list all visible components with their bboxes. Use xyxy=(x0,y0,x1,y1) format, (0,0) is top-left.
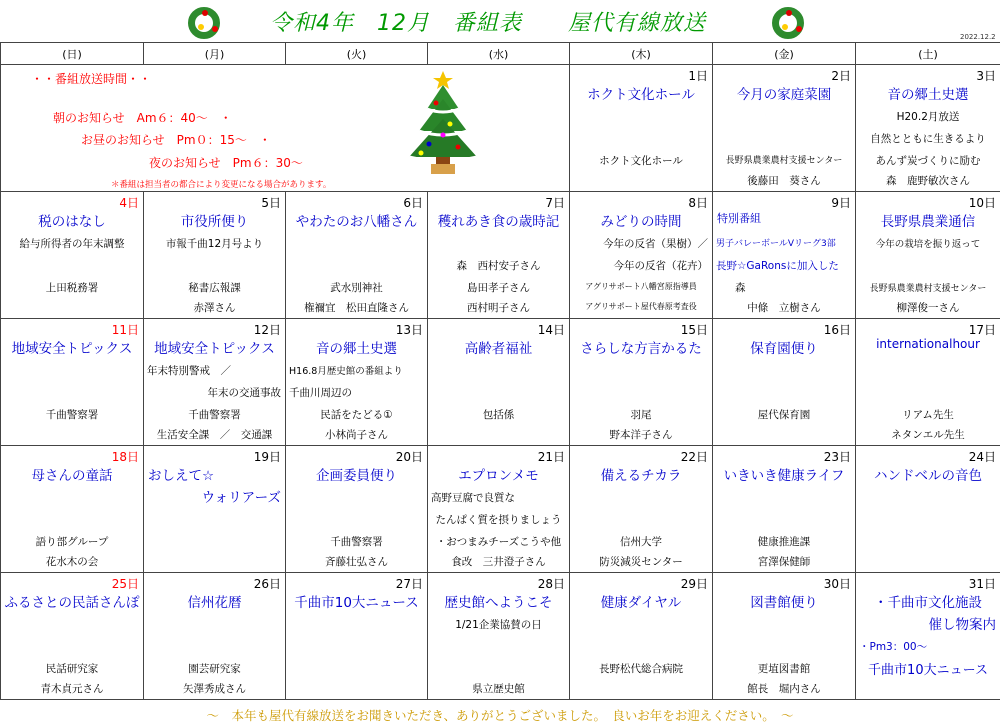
program-detail: 民話をたどる① xyxy=(320,409,393,421)
day-cell-2 xyxy=(713,65,856,192)
program-title: 信州花暦 xyxy=(187,595,242,611)
day-number: 11日 xyxy=(111,323,139,337)
noon-time: お昼のお知らせ Pm０：15～ ・ xyxy=(81,133,271,147)
program-detail: 羽尾 xyxy=(630,409,652,421)
program-detail: 長野☆GaRonsに加入した xyxy=(716,260,839,272)
day-cell-29 xyxy=(570,573,713,700)
program-detail: 野本洋子さん xyxy=(609,429,673,441)
day-cell-6 xyxy=(286,192,428,319)
program-detail: たんぱく質を摂りましょう xyxy=(435,514,562,526)
day-number: 7日 xyxy=(545,196,565,210)
program-detail: 柳澤俊一さん xyxy=(896,302,960,314)
program-detail: 権禰宜 松田直隆さん xyxy=(304,302,409,314)
day-number: 26日 xyxy=(253,577,281,591)
program-title: 千曲市10大ニュース xyxy=(294,595,419,611)
program-detail: 後藤田 葵さん xyxy=(747,175,821,187)
program-detail: 小林尚子さん xyxy=(325,429,388,441)
program-title: 歴史館へようこそ xyxy=(444,595,553,611)
program-detail: 千曲警察署 xyxy=(45,409,99,421)
christmas-tree-icon xyxy=(403,69,483,177)
program-detail: 青木貞元さん xyxy=(40,683,104,695)
program-detail: アグリサポート屋代春原考査役 xyxy=(585,302,697,311)
closing-message: ～ 本年も屋代有線放送をお聞きいただき、ありがとうございました。 良いお年をお迎えください。 ～ xyxy=(206,708,794,723)
program-title: 音の郷土史選 xyxy=(887,87,969,103)
day-cell-8 xyxy=(570,192,713,319)
day-cell-20 xyxy=(286,446,428,573)
program-detail: 花水木の会 xyxy=(45,556,99,568)
program-detail: 今年の反省（花卉） xyxy=(613,260,708,272)
program-detail: 高野豆腐で良質な xyxy=(431,492,515,504)
day-number: 21日 xyxy=(537,450,565,464)
day-number: 18日 xyxy=(111,450,139,464)
day-cell-23 xyxy=(713,446,856,573)
day-number: 6日 xyxy=(403,196,423,210)
program-detail: 館長 堀内さん xyxy=(747,683,821,695)
program-detail: 西村明子さん xyxy=(467,302,530,314)
weekday-mon: (月) xyxy=(144,43,286,65)
program-detail: 自然とともに生きるより xyxy=(870,133,986,145)
day-cell-13 xyxy=(286,319,428,446)
program-detail: 信州大学 xyxy=(620,536,662,548)
program-detail: 男子バレーボールVリーグ3部 xyxy=(716,239,836,249)
program-detail: 年末特別警戒 ／ xyxy=(147,365,231,377)
program-detail: アグリサポート八幡宮原指導員 xyxy=(585,282,697,291)
wreath-icon xyxy=(188,7,220,39)
day-cell-27 xyxy=(286,573,428,700)
day-cell-22 xyxy=(570,446,713,573)
program-detail: 斉藤壮弘さん xyxy=(325,556,388,568)
program-detail: 森 西村安子さん xyxy=(456,260,541,272)
day-number: 14日 xyxy=(537,323,565,337)
day-number: 28日 xyxy=(537,577,565,591)
program-detail: 給与所得者の年末調整 xyxy=(19,238,125,250)
day-cell-1 xyxy=(570,65,713,192)
day-cell-31 xyxy=(856,573,1000,700)
program-title: 地域安全トピックス xyxy=(11,341,133,357)
program-detail: 島田孝子さん xyxy=(467,282,530,294)
day-number: 5日 xyxy=(261,196,281,210)
program-detail: 更埴図書館 xyxy=(757,663,811,675)
program-detail: 宮澤保健師 xyxy=(757,556,811,568)
wreath-icon xyxy=(772,7,804,39)
week-row xyxy=(1,446,1000,573)
program-title-line2: 催し物案内 xyxy=(928,617,996,633)
program-detail: 千曲警察署 xyxy=(188,409,241,421)
day-cell-10 xyxy=(856,192,1000,319)
program-detail: 包括係 xyxy=(482,409,515,421)
day-number: 13日 xyxy=(395,323,423,337)
day-cell-9 xyxy=(713,192,856,319)
day-cell-28 xyxy=(428,573,570,700)
program-detail: 武水別神社 xyxy=(330,282,383,294)
day-number: 29日 xyxy=(680,577,708,591)
program-detail: 健康推進課 xyxy=(757,536,811,548)
day-cell-19 xyxy=(144,446,286,573)
day-cell-5 xyxy=(144,192,286,319)
info-heading: ・・番組放送時間・・ xyxy=(31,72,152,86)
page-header xyxy=(0,4,1000,38)
program-title: 保育園便り xyxy=(750,341,818,357)
program-detail: 長野県農業農村支援センター xyxy=(869,284,987,294)
program-detail: リアム先生 xyxy=(902,409,954,421)
program-title: さらしな方言かるた xyxy=(580,341,702,357)
week-row xyxy=(1,573,1000,700)
date-stamp: 2022.12.2 xyxy=(960,33,996,41)
program-title: 税のはなし xyxy=(38,214,106,230)
program-title: 今月の家庭菜園 xyxy=(736,87,832,103)
program-detail: 千曲警察署 xyxy=(330,536,383,548)
day-cell-7 xyxy=(428,192,570,319)
program-title: やわたのお八幡さん xyxy=(295,214,418,230)
program-detail: 上田税務署 xyxy=(45,282,99,294)
day-number: 10日 xyxy=(968,196,996,210)
day-cell-24 xyxy=(856,446,1000,573)
evening-time: 夜のお知らせ Pm６：30～ xyxy=(149,156,303,170)
weekday-wed: (水) xyxy=(428,43,570,65)
program-detail: 今年の栽培を振り返って xyxy=(875,239,981,250)
day-cell-16 xyxy=(713,319,856,446)
day-number: 22日 xyxy=(680,450,708,464)
program-title: 地域安全トピックス xyxy=(154,341,275,357)
program-title: エプロンメモ xyxy=(458,468,539,484)
day-number: 31日 xyxy=(968,577,996,591)
program-detail: H20.2月放送 xyxy=(896,111,960,123)
day-number: 4日 xyxy=(119,196,139,210)
program-calendar xyxy=(0,42,1000,700)
page-title: 令和4年 12月 番組表 屋代有線放送 xyxy=(270,11,706,36)
program-detail: 民話研究家 xyxy=(45,663,99,675)
day-cell-25 xyxy=(1,573,144,700)
program-detail: 矢澤秀成さん xyxy=(183,683,246,695)
day-number: 8日 xyxy=(688,196,708,210)
program-title: internationalhour xyxy=(876,337,980,351)
program-title: 特別番組 xyxy=(717,212,761,225)
day-number: 30日 xyxy=(823,577,851,591)
program-title: おしえて☆ xyxy=(148,468,215,484)
weekday-thu: (木) xyxy=(570,43,713,65)
weekday-tue: (火) xyxy=(286,43,428,65)
program-title: いきいき健康ライフ xyxy=(723,468,845,484)
program-detail: 今年の反省（果樹）／ xyxy=(603,238,708,250)
program-detail: 千曲市10大ニュース xyxy=(868,663,988,678)
program-detail: 森 xyxy=(735,282,746,294)
program-title: ・千曲市文化施設 xyxy=(874,595,982,611)
program-detail: 防災減災センター xyxy=(599,556,683,568)
program-detail: 語り部グループ xyxy=(35,536,109,548)
program-title: 穫れあき食の歳時記 xyxy=(437,214,560,230)
program-title: 企画委員便り xyxy=(316,468,397,484)
day-number: 24日 xyxy=(968,450,996,464)
program-title: 音の郷土史選 xyxy=(316,341,397,357)
day-cell-18 xyxy=(1,446,144,573)
day-cell-30 xyxy=(713,573,856,700)
program-detail: ・Pm3：00～ xyxy=(859,641,928,653)
program-detail: 1/21企業協賛の日 xyxy=(455,619,542,631)
day-cell-12 xyxy=(144,319,286,446)
day-cell-17 xyxy=(856,319,1000,446)
program-detail: 園芸研究家 xyxy=(188,663,241,675)
program-detail: 県立歴史館 xyxy=(472,683,525,695)
day-number: 27日 xyxy=(395,577,423,591)
week-row xyxy=(1,192,1000,319)
program-detail: ネタンエル先生 xyxy=(891,429,965,441)
program-detail: H16.8月歴史館の番組より xyxy=(289,366,403,377)
day-number: 20日 xyxy=(395,450,423,464)
day-number: 23日 xyxy=(823,450,851,464)
program-title: 長野県農業通信 xyxy=(880,214,976,230)
program-detail: 食改 三井澄子さん xyxy=(451,556,546,568)
program-title: 高齢者福祉 xyxy=(464,341,533,357)
weekday-row xyxy=(1,43,1000,65)
program-detail: 長野松代総合病院 xyxy=(599,663,683,675)
week-row xyxy=(1,319,1000,446)
day-cell-15 xyxy=(570,319,713,446)
program-title: 市役所便り xyxy=(180,214,249,230)
program-title-line2: ウォリアーズ xyxy=(201,490,281,506)
program-detail: ・おつまみチーズこうや他 xyxy=(435,536,562,548)
program-detail: 年末の交通事故 xyxy=(207,387,281,399)
day-number: 3日 xyxy=(976,69,996,83)
day-number: 16日 xyxy=(823,323,851,337)
day-cell-3 xyxy=(856,65,1000,192)
program-detail: 秘書広報課 xyxy=(188,282,241,294)
program-title: ハンドベルの音色 xyxy=(874,468,982,484)
day-number: 17日 xyxy=(968,323,996,337)
weekday-sun: (日) xyxy=(1,43,144,65)
schedule-info-cell xyxy=(1,65,570,192)
day-number: 15日 xyxy=(680,323,708,337)
day-cell-26 xyxy=(144,573,286,700)
program-title: 図書館便り xyxy=(750,595,818,611)
program-detail: 森 鹿野敏次さん xyxy=(886,175,970,187)
day-cell-11 xyxy=(1,319,144,446)
program-title: ふるさとの民話さんぽ xyxy=(4,595,140,611)
program-detail: 長野県農業農村支援センター xyxy=(725,156,843,166)
program-detail: 千曲川周辺の xyxy=(289,387,352,399)
program-title: みどりの時間 xyxy=(600,214,682,230)
morning-time: 朝のお知らせ Am６：40～ ・ xyxy=(53,111,232,125)
program-detail: 赤澤さん xyxy=(193,302,236,314)
program-title: ホクト文化ホール xyxy=(587,87,695,103)
day-number: 25日 xyxy=(111,577,139,591)
weekday-fri: (金) xyxy=(713,43,856,65)
day-number: 9日 xyxy=(831,196,851,210)
broadcast-times xyxy=(1,65,569,191)
week-row xyxy=(1,65,1000,192)
day-cell-14 xyxy=(428,319,570,446)
change-note: ＊番組は担当者の都合により変更になる場合があります。 xyxy=(111,180,332,190)
weekday-sat: (土) xyxy=(856,43,1000,65)
day-cell-21 xyxy=(428,446,570,573)
program-detail: あんず炭づくりに励む xyxy=(875,155,981,167)
program-title: 備えるチカラ xyxy=(600,468,682,484)
day-number: 19日 xyxy=(253,450,281,464)
program-detail: 市報千曲12月号より xyxy=(165,238,264,250)
program-detail: 屋代保育園 xyxy=(757,409,811,421)
day-number: 2日 xyxy=(831,69,851,83)
program-title: 母さんの童話 xyxy=(31,468,113,484)
program-detail: 中條 立樹さん xyxy=(747,302,821,314)
day-number: 12日 xyxy=(253,323,281,337)
program-detail: ホクト文化ホール xyxy=(599,155,683,167)
day-number: 1日 xyxy=(688,69,708,83)
program-detail: 生活安全課 ／ 交通課 xyxy=(156,429,273,441)
program-title: 健康ダイヤル xyxy=(600,595,682,611)
day-cell-4 xyxy=(1,192,144,319)
